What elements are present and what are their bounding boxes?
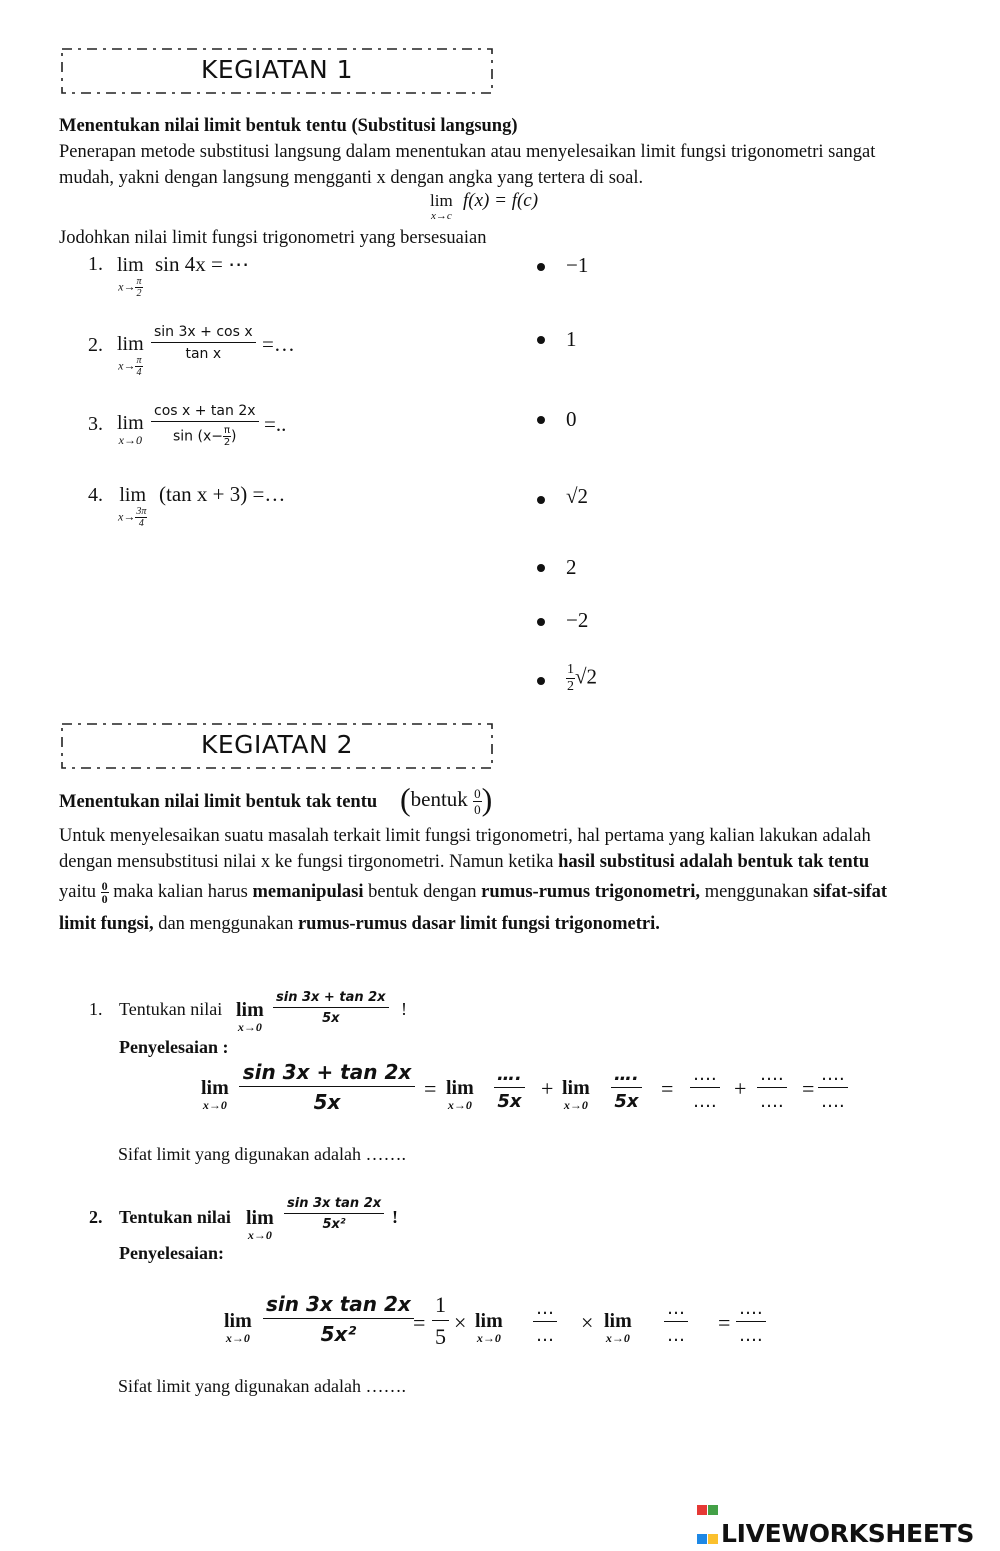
lim-sub: x→c bbox=[430, 210, 452, 222]
sub-den: 4 bbox=[138, 518, 144, 529]
lim-word: lim bbox=[201, 1077, 229, 1099]
logo-square bbox=[708, 1505, 718, 1515]
fraction-denominator: …. bbox=[739, 1325, 763, 1346]
kegiatan-1-title: KEGIATAN 1 bbox=[200, 55, 354, 84]
solution-2-fraction-c[interactable] bbox=[736, 1298, 766, 1346]
fraction-numerator: … bbox=[533, 1298, 557, 1322]
frac-num: 0 bbox=[101, 879, 108, 894]
kegiatan-2-box bbox=[59, 721, 495, 769]
kegiatan-2-para-line-3 bbox=[59, 879, 887, 905]
kegiatan-2-title: KEGIATAN 2 bbox=[200, 730, 354, 759]
answer-frac-num: 1 bbox=[567, 662, 574, 677]
kegiatan-1-paragraph-line-1: Penerapan metode substitusi langsung dalam menentukan atau menyelesaikan limit fungsi trigonometri sangat bbox=[59, 142, 876, 162]
equals: = bbox=[424, 1076, 437, 1101]
logo-square bbox=[697, 1534, 707, 1544]
lim-sub: x→ bbox=[118, 279, 136, 294]
lim-sub: x→0 bbox=[202, 1098, 227, 1112]
bold-text: memanipulasi bbox=[252, 882, 364, 902]
problem-1-sifat: Sifat limit yang digunakan adalah ……. bbox=[118, 1144, 406, 1164]
lim-sub: x→0 bbox=[563, 1098, 588, 1112]
fraction-numerator: 1 bbox=[432, 1292, 449, 1321]
problem-2-number: 2. bbox=[89, 1207, 103, 1227]
bold-text: limit fungsi, bbox=[59, 914, 154, 934]
bold-text: rumus-rumus dasar limit fungsi trigonometri. bbox=[297, 914, 660, 934]
solution-1-fraction bbox=[239, 1060, 415, 1114]
answer-option[interactable]: −1 bbox=[566, 253, 589, 277]
lim-word: lim bbox=[475, 1310, 503, 1332]
kegiatan-2-para-line-4 bbox=[59, 911, 660, 937]
question-1-number: 1. bbox=[88, 253, 103, 275]
text: yaitu bbox=[59, 882, 101, 902]
lim-sub: x→0 bbox=[247, 1228, 272, 1242]
question-2-limit bbox=[117, 333, 144, 378]
problem-2-end: ! bbox=[392, 1207, 398, 1227]
kegiatan-1-subtitle: Menentukan nilai limit bentuk tentu (Substitusi langsung) bbox=[59, 116, 518, 136]
fraction-numerator: …. bbox=[818, 1064, 848, 1088]
lim-sub: x→0 bbox=[447, 1098, 472, 1112]
question-4-number: 4. bbox=[88, 484, 103, 506]
lim-sub: x→0 bbox=[225, 1331, 250, 1345]
sub-num: π bbox=[136, 355, 142, 366]
fraction-denominator: 5x² bbox=[322, 1217, 346, 1232]
fraction-denominator: … bbox=[667, 1325, 685, 1346]
fraction-numerator: sin 3x tan 2x bbox=[263, 1292, 414, 1319]
solution-2-fraction-a[interactable] bbox=[533, 1298, 557, 1346]
kegiatan-1-box bbox=[59, 46, 495, 94]
fraction-denominator: 5x bbox=[497, 1091, 522, 1112]
equals: = bbox=[661, 1076, 674, 1101]
answer-option[interactable]: 2 bbox=[566, 555, 577, 579]
equals: = bbox=[802, 1076, 815, 1101]
lim-word: lim bbox=[224, 1310, 252, 1332]
den-prefix: sin bbox=[173, 428, 194, 445]
sub-num: 3π bbox=[136, 506, 147, 517]
solution-2-fraction-b[interactable] bbox=[664, 1298, 688, 1346]
problem-1-solution-label: Penyelesaian : bbox=[119, 1037, 229, 1057]
solution-1-limit bbox=[201, 1077, 229, 1111]
question-3-limit bbox=[117, 412, 144, 446]
lim-sub: x→0 bbox=[476, 1331, 501, 1345]
lim-sub: x→ bbox=[118, 358, 136, 373]
answer-frac-den: 2 bbox=[567, 679, 574, 694]
fraction-denominator: 5x bbox=[322, 1011, 340, 1026]
lim-sub: x→0 bbox=[118, 433, 142, 447]
bullet bbox=[537, 416, 545, 424]
question-2-fraction bbox=[151, 324, 256, 362]
fraction-numerator: … bbox=[664, 1298, 688, 1322]
fraction-denominator: …. bbox=[693, 1091, 717, 1112]
text: dan menggunakan bbox=[153, 914, 298, 934]
logo-square bbox=[697, 1505, 707, 1515]
solution-2-fraction bbox=[263, 1292, 414, 1346]
solution-1-fraction-a[interactable] bbox=[494, 1064, 525, 1112]
fraction-denominator: …. bbox=[760, 1091, 784, 1112]
fraction-denominator: 5x bbox=[313, 1090, 341, 1114]
text: dengan mensubstitusi nilai x ke fungsi tirgonometri. Namun ketika bbox=[59, 852, 559, 872]
lim-word: lim bbox=[562, 1077, 590, 1099]
kegiatan-2-subtitle: Menentukan nilai limit bentuk tak tentu bbox=[59, 792, 378, 812]
solution-1-fraction-e[interactable] bbox=[818, 1064, 848, 1112]
den-frac-den: 2 bbox=[223, 437, 231, 448]
lim-word: lim bbox=[246, 1207, 274, 1229]
problem-1-limit bbox=[236, 999, 264, 1033]
lim-word: lim bbox=[119, 484, 146, 506]
solution-2-limit-b bbox=[604, 1310, 632, 1344]
sub-num: π bbox=[136, 276, 142, 287]
logo-mark-icon bbox=[697, 1493, 719, 1515]
lim-word: lim bbox=[236, 999, 264, 1021]
bullet bbox=[537, 263, 545, 271]
problem-2-solution-label: Penyelesaian: bbox=[119, 1243, 224, 1263]
question-3-tail: =.. bbox=[264, 412, 287, 436]
coefficient-fraction bbox=[432, 1292, 449, 1350]
paren-frac-num: 0 bbox=[474, 785, 481, 801]
sub-den: 2 bbox=[136, 288, 142, 299]
fraction-numerator: …. bbox=[494, 1064, 525, 1088]
text: menggunakan bbox=[700, 882, 814, 902]
lim-sub: x→ bbox=[118, 509, 136, 524]
solution-1-fraction-b[interactable] bbox=[611, 1064, 642, 1112]
kegiatan-2-subtitle-paren: (bentuk $\frac{0}{0}$ ) bbox=[400, 781, 493, 817]
fraction-numerator: cos x + tan 2x bbox=[151, 403, 259, 422]
fraction-numerator: sin 3x + tan 2x bbox=[239, 1060, 415, 1087]
answer-option[interactable]: −2 bbox=[566, 608, 589, 632]
fraction-denominator: …. bbox=[821, 1091, 845, 1112]
text: bentuk dengan bbox=[363, 882, 482, 902]
problem-1-number: 1. bbox=[89, 999, 103, 1019]
bullet bbox=[537, 618, 545, 626]
solution-2-limit-a bbox=[475, 1310, 503, 1344]
sub-den: 4 bbox=[136, 367, 142, 378]
solution-1-limit-a bbox=[446, 1077, 474, 1111]
lim-word: lim bbox=[446, 1077, 474, 1099]
fraction-numerator: …. bbox=[736, 1298, 766, 1322]
lim-word: lim bbox=[117, 254, 144, 276]
kegiatan-2-para-line-1: Untuk menyelesaikan suatu masalah terkait limit fungsi trigonometri, hal pertama yang kalian lakukan adalah bbox=[59, 826, 871, 846]
lim-word: lim bbox=[604, 1310, 632, 1332]
plus: + bbox=[734, 1076, 747, 1101]
fraction-denominator: … bbox=[536, 1325, 554, 1346]
question-2-tail: =… bbox=[262, 332, 295, 356]
question-1-body: sin 4x = ⋯ bbox=[155, 252, 250, 276]
fraction-numerator: …. bbox=[757, 1064, 787, 1088]
bullet bbox=[537, 336, 545, 344]
bold-text: rumus-rumus trigonometri, bbox=[481, 882, 701, 902]
paren-frac-den: 0 bbox=[474, 801, 481, 817]
den-inner: x− bbox=[202, 428, 223, 445]
question-3-fraction: cos x + tan 2x sin (x− $\frac{\pi}{2}$ ) bbox=[151, 403, 259, 448]
question-2-number: 2. bbox=[88, 334, 103, 356]
times: × bbox=[454, 1310, 467, 1335]
fraction-numerator: sin 3x + tan 2x bbox=[273, 990, 389, 1008]
bullet bbox=[537, 564, 545, 572]
paren-text: bentuk bbox=[410, 787, 468, 811]
den-frac-num: π bbox=[224, 425, 231, 436]
equals: = bbox=[413, 1310, 426, 1335]
bold-text: hasil substitusi adalah bentuk tak tentu bbox=[558, 852, 870, 872]
question-3-number: 3. bbox=[88, 413, 103, 435]
lim-word: lim bbox=[430, 191, 453, 210]
problem-2-label: Tentukan nilai bbox=[119, 1207, 231, 1227]
problem-1-label: Tentukan nilai bbox=[119, 999, 223, 1019]
definition-body: f(x) = f(c) bbox=[463, 190, 539, 211]
lim-sub: x→0 bbox=[237, 1020, 262, 1034]
solution-2-limit bbox=[224, 1310, 252, 1344]
answer-option[interactable] bbox=[566, 662, 597, 695]
fraction-numerator: sin 3x + cos x bbox=[151, 324, 256, 343]
bullet bbox=[537, 677, 545, 685]
problem-2-fraction bbox=[284, 1196, 384, 1232]
logo-text: LIVEWORKSHEETS bbox=[721, 1519, 975, 1548]
fraction-numerator: …. bbox=[690, 1064, 720, 1088]
plus: + bbox=[541, 1076, 554, 1101]
fraction-denominator: 5 bbox=[435, 1324, 446, 1349]
answer-option[interactable]: √2 bbox=[566, 484, 589, 508]
definition-limit bbox=[430, 192, 453, 222]
text: maka kalian harus bbox=[108, 882, 253, 902]
logo-square bbox=[708, 1534, 718, 1544]
question-4-limit bbox=[118, 484, 147, 529]
kegiatan-1-paragraph-line-2: mudah, yakni dengan langsung mengganti x dengan angka yang tertera di soal. bbox=[59, 168, 644, 188]
kegiatan-2-para-line-2 bbox=[59, 849, 869, 875]
frac-den: 0 bbox=[101, 892, 108, 907]
question-1-limit bbox=[117, 254, 144, 299]
liveworksheets-logo[interactable] bbox=[697, 1493, 974, 1548]
question-4-body: (tan x + 3) =… bbox=[159, 482, 286, 506]
bold-text: sifat-sifat bbox=[813, 882, 888, 902]
fraction-denominator: tan x bbox=[185, 346, 222, 362]
lim-word: lim bbox=[117, 333, 144, 355]
answer-option[interactable]: 1 bbox=[566, 327, 577, 351]
problem-2-sifat: Sifat limit yang digunakan adalah ……. bbox=[118, 1376, 406, 1396]
bullet bbox=[537, 496, 545, 504]
lim-word: lim bbox=[117, 412, 144, 434]
lim-sub: x→0 bbox=[605, 1331, 630, 1345]
answer-root: √2 bbox=[575, 664, 598, 689]
fraction-denominator: 5x² bbox=[320, 1322, 357, 1346]
times: × bbox=[581, 1310, 594, 1335]
fraction-numerator: sin 3x tan 2x bbox=[284, 1196, 384, 1214]
matching-instruction: Jodohkan nilai limit fungsi trigonometri yang bersesuaian bbox=[59, 228, 487, 248]
problem-2-limit bbox=[246, 1207, 274, 1241]
equals: = bbox=[718, 1310, 731, 1335]
solution-1-fraction-c[interactable] bbox=[690, 1064, 720, 1112]
answer-option[interactable]: 0 bbox=[566, 407, 577, 431]
fraction-numerator: …. bbox=[611, 1064, 642, 1088]
fraction-denominator: 5x bbox=[614, 1091, 639, 1112]
solution-1-fraction-d[interactable] bbox=[757, 1064, 787, 1112]
solution-1-limit-b bbox=[562, 1077, 590, 1111]
problem-1-end: ! bbox=[401, 999, 407, 1019]
problem-1-fraction bbox=[273, 990, 389, 1026]
